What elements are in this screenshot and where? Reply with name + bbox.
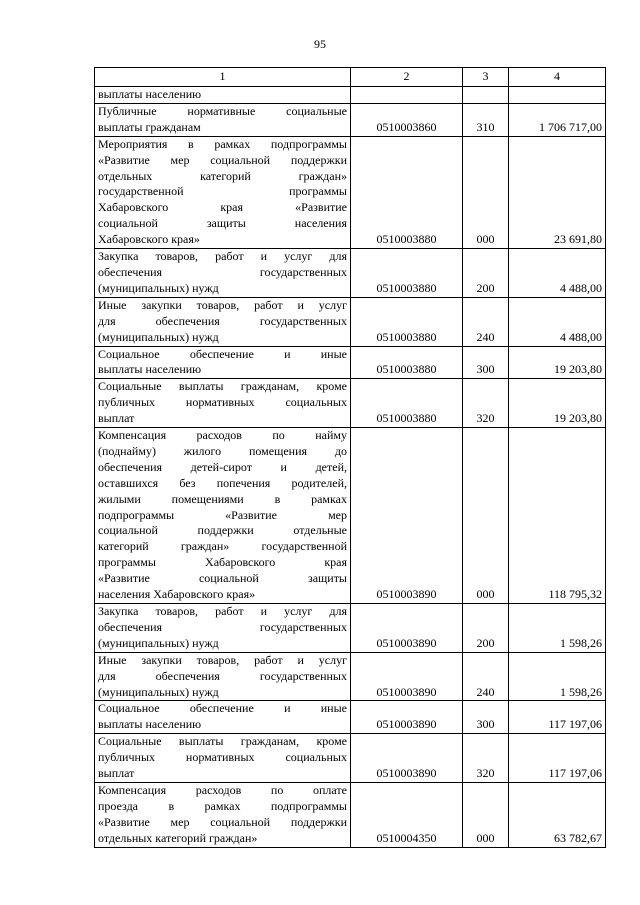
row-name-line: обеспечения государственных — [98, 619, 347, 634]
row-name-line: «Развитие мер социальной поддержки — [98, 152, 347, 167]
row-expense-type-cell: 240 — [463, 652, 509, 701]
table-header-row — [95, 68, 606, 87]
row-amount-cell: 1 706 717,00 — [509, 103, 606, 136]
row-name-line: выплаты населению — [98, 717, 202, 732]
row-name-cell — [95, 428, 351, 604]
row-name-line: Хабаровского края «Развитие — [98, 200, 347, 215]
table-row — [95, 782, 606, 847]
row-amount-cell — [509, 87, 606, 104]
row-amount-cell: 19 203,80 — [509, 379, 606, 428]
row-name-line: Социальные выплаты гражданам, кроме — [98, 734, 347, 749]
column-header-1: 1 — [95, 68, 351, 87]
row-expense-type-cell: 240 — [463, 297, 509, 346]
row-expense-type-cell: 000 — [463, 428, 509, 604]
row-name-line: Мероприятия в рамках подпрограммы — [98, 136, 347, 151]
row-name-line: (поднайму) жилого помещения до — [98, 443, 347, 458]
row-amount-cell: 19 203,80 — [509, 346, 606, 379]
row-name-line: Компенсация расходов по найму — [98, 428, 347, 443]
row-name-line: выплат — [98, 766, 135, 781]
row-name-line: проезда в рамках подпрограммы — [98, 798, 347, 813]
row-code-cell: 0510003880 — [351, 249, 463, 298]
column-header-3: 3 — [463, 68, 509, 87]
table-row — [95, 734, 606, 783]
row-name-cell — [95, 734, 351, 783]
row-code-cell: 0510003890 — [351, 734, 463, 783]
row-code-cell: 0510003890 — [351, 604, 463, 653]
row-code-cell: 0510003890 — [351, 428, 463, 604]
row-name-line: государственной программы — [98, 184, 347, 199]
row-name-line: (муниципальных) нужд — [98, 329, 219, 344]
row-name-line: выплаты населению — [98, 87, 202, 101]
row-expense-type-cell: 300 — [463, 701, 509, 734]
row-amount-cell: 1 598,26 — [509, 604, 606, 653]
row-name-line: Социальные выплаты гражданам, кроме — [98, 379, 347, 394]
row-code-cell: 0510004350 — [351, 782, 463, 847]
row-code-cell: 0510003880 — [351, 297, 463, 346]
row-name-cell — [95, 701, 351, 734]
row-name-line: отдельных категорий граждан» — [98, 168, 347, 183]
row-name-line: публичных нормативных социальных — [98, 750, 347, 765]
row-expense-type-cell: 320 — [463, 379, 509, 428]
row-name-line: Закупка товаров, работ и услуг для — [98, 249, 347, 264]
row-name-line: социальной защиты населения — [98, 216, 347, 231]
row-name-cell — [95, 87, 351, 104]
row-amount-cell: 23 691,80 — [509, 136, 606, 248]
row-name-line: обеспечения детей-сирот и детей, — [98, 459, 347, 474]
table-row — [95, 87, 606, 104]
row-name-line: оставшихся без попечения родителей, — [98, 475, 347, 490]
row-name-line: Иные закупки товаров, работ и услуг — [98, 297, 347, 312]
row-name-cell — [95, 103, 351, 136]
row-code-cell: 0510003890 — [351, 652, 463, 701]
row-name-line: подпрограммы «Развитие мер — [98, 507, 347, 522]
row-name-line: «Развитие социальной защиты — [98, 571, 347, 586]
row-code-cell: 0510003890 — [351, 701, 463, 734]
row-amount-cell: 4 488,00 — [509, 297, 606, 346]
row-name-cell — [95, 604, 351, 653]
row-name-line: «Развитие мер социальной поддержки — [98, 814, 347, 829]
table-row — [95, 103, 606, 136]
row-code-cell: 0510003880 — [351, 136, 463, 248]
row-name-cell — [95, 346, 351, 379]
row-name-line: (муниципальных) нужд — [98, 280, 219, 295]
row-expense-type-cell: 300 — [463, 346, 509, 379]
table-row — [95, 604, 606, 653]
row-name-line: программы Хабаровского края — [98, 555, 347, 570]
row-name-line: Компенсация расходов по оплате — [98, 782, 347, 797]
row-name-line: (муниципальных) нужд — [98, 684, 219, 699]
column-header-4: 4 — [509, 68, 606, 87]
table-row — [95, 652, 606, 701]
table-row — [95, 136, 606, 248]
page-number: 95 — [314, 37, 326, 51]
row-name-line: жилыми помещениями в рамках — [98, 491, 347, 506]
row-amount-cell: 4 488,00 — [509, 249, 606, 298]
row-expense-type-cell: 000 — [463, 782, 509, 847]
row-name-line: обеспечения государственных — [98, 264, 347, 279]
table-row — [95, 249, 606, 298]
row-name-line: для обеспечения государственных — [98, 313, 347, 328]
row-expense-type-cell: 320 — [463, 734, 509, 783]
row-name-line: Социальное обеспечение и иные — [98, 701, 347, 716]
budget-table — [94, 67, 606, 848]
row-name-line: Иные закупки товаров, работ и услуг — [98, 652, 347, 667]
budget-table-body — [95, 68, 606, 848]
row-name-cell — [95, 782, 351, 847]
row-name-line: Закупка товаров, работ и услуг для — [98, 604, 347, 618]
row-code-cell: 0510003880 — [351, 346, 463, 379]
row-amount-cell: 117 197,06 — [509, 734, 606, 783]
table-row — [95, 297, 606, 346]
row-name-line: категорий граждан» государственной — [98, 539, 347, 554]
row-amount-cell: 117 197,06 — [509, 701, 606, 734]
row-amount-cell: 63 782,67 — [509, 782, 606, 847]
row-expense-type-cell: 200 — [463, 249, 509, 298]
row-name-cell — [95, 379, 351, 428]
row-name-cell — [95, 652, 351, 701]
row-expense-type-cell: 310 — [463, 103, 509, 136]
row-name-line: выплаты гражданам — [98, 119, 201, 134]
row-amount-cell: 118 795,32 — [509, 428, 606, 604]
row-expense-type-cell — [463, 87, 509, 104]
row-code-cell: 0510003860 — [351, 103, 463, 136]
row-name-line: населения Хабаровского края» — [98, 587, 256, 602]
row-code-cell — [351, 87, 463, 104]
row-code-cell: 0510003880 — [351, 379, 463, 428]
row-name-cell — [95, 136, 351, 248]
row-amount-cell: 1 598,26 — [509, 652, 606, 701]
column-header-2: 2 — [351, 68, 463, 87]
row-name-line: выплат — [98, 411, 135, 426]
row-name-line: социальной поддержки отдельные — [98, 523, 347, 538]
table-row — [95, 701, 606, 734]
row-name-cell — [95, 249, 351, 298]
table-row — [95, 379, 606, 428]
row-name-cell — [95, 297, 351, 346]
table-row — [95, 346, 606, 379]
row-name-line: для обеспечения государственных — [98, 668, 347, 683]
row-name-line: (муниципальных) нужд — [98, 635, 219, 650]
row-name-line: Хабаровского края» — [98, 232, 200, 247]
table-row — [95, 428, 606, 604]
row-name-line: выплаты населению — [98, 362, 202, 377]
row-name-line: Публичные нормативные социальные — [98, 103, 347, 118]
row-expense-type-cell: 000 — [463, 136, 509, 248]
row-name-line: публичных нормативных социальных — [98, 395, 347, 410]
row-expense-type-cell: 200 — [463, 604, 509, 653]
row-name-line: Социальное обеспечение и иные — [98, 346, 347, 361]
row-name-line: отдельных категорий граждан» — [98, 830, 258, 845]
